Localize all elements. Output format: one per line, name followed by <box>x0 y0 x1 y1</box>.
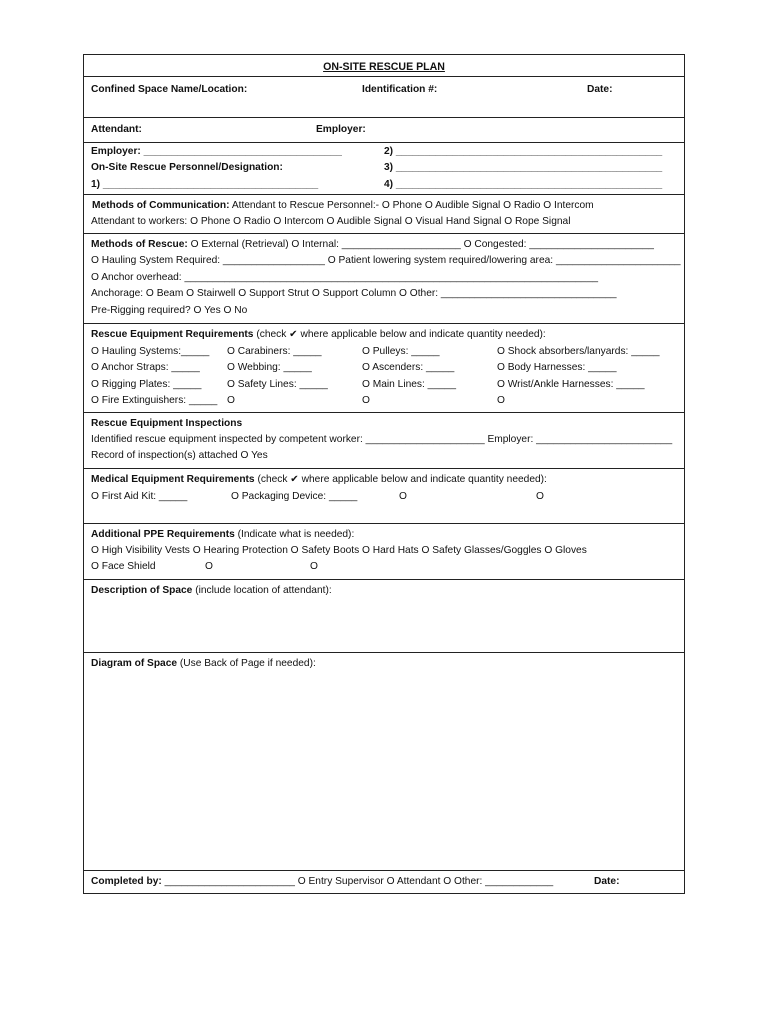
description-heading <box>91 585 332 597</box>
completed-options[interactable]: _______________________ O Entry Supervisor O Attendant O Other: ____________ <box>164 876 554 887</box>
equipment-item[interactable]: O Wrist/Ankle Harnesses: _____ <box>497 379 645 390</box>
confined-space-field[interactable]: Confined Space Name/Location: <box>91 84 248 95</box>
communication-options-workers[interactable]: Attendant to workers: O Phone O Radio O Intercom O Audible Signal O Visual Hand Signal O Rope Signal <box>91 216 571 227</box>
rescue-plan-form <box>83 54 685 894</box>
completed-line <box>91 876 553 888</box>
description-label: Description of Space <box>91 585 193 596</box>
equipment-item[interactable]: O Main Lines: _____ <box>362 379 457 390</box>
ppe-option[interactable]: O <box>205 561 213 572</box>
equipment-section <box>84 324 684 413</box>
ppe-label: Additional PPE Requirements <box>91 529 235 540</box>
medical-item[interactable]: O First Aid Kit: _____ <box>91 491 188 502</box>
diagram-label: Diagram of Space <box>91 658 178 669</box>
anchor-overhead-line[interactable]: O Anchor overhead: _________________________________________________________________________ <box>91 272 599 283</box>
attendant-section <box>84 118 684 143</box>
attendant-field[interactable]: Attendant: <box>91 124 142 135</box>
ppe-option[interactable]: O <box>310 561 318 572</box>
date-field[interactable]: Date: <box>587 84 613 95</box>
diagram-section[interactable] <box>84 653 684 871</box>
medical-label: Medical Equipment Requirements <box>91 474 255 485</box>
ppe-option[interactable]: O Face Shield <box>91 561 156 572</box>
communication-label: Methods of Communication: <box>92 200 230 211</box>
hauling-system-line[interactable]: O Hauling System Required: __________________ O Patient lowering system required/lowering area: ______________________ <box>91 255 681 266</box>
medical-item[interactable]: O <box>399 491 407 502</box>
rescue-options[interactable]: O External (Retrieval) O Internal: _____________________ O Congested: ______________________ <box>190 239 654 250</box>
inspected-by-line[interactable]: Identified rescue equipment inspected by competent worker: _____________________ Employer: ________________________ <box>91 434 673 445</box>
equipment-item[interactable]: O <box>497 395 505 406</box>
title-section <box>84 55 684 77</box>
description-section[interactable] <box>84 580 684 653</box>
equipment-item[interactable]: O Fire Extinguishers: _____ <box>91 395 218 406</box>
personnel-3[interactable]: 3) _______________________________________________ <box>384 162 663 173</box>
personnel-1[interactable]: 1) ______________________________________ <box>91 179 319 190</box>
diagram-note: (Use Back of Page if needed): <box>179 658 316 669</box>
ppe-heading <box>91 529 354 541</box>
medical-item[interactable]: O <box>536 491 544 502</box>
ppe-note: (Indicate what is needed): <box>237 529 355 540</box>
completed-section <box>84 871 684 893</box>
equipment-item[interactable]: O <box>362 395 370 406</box>
anchorage-line[interactable]: Anchorage: O Beam O Stairwell O Support Strut O Support Column O Other: _______________________________ <box>91 288 617 299</box>
equipment-heading <box>91 329 546 341</box>
completed-date-field[interactable]: Date: <box>594 876 620 887</box>
communication-line-1 <box>92 200 594 212</box>
equipment-item[interactable]: O Webbing: _____ <box>227 362 312 373</box>
equipment-item[interactable]: O Carabiners: _____ <box>227 346 322 357</box>
equipment-note: (check ✔ where applicable below and indicate quantity needed): <box>256 329 546 340</box>
identification-field[interactable]: Identification #: <box>362 84 438 95</box>
equipment-item[interactable]: O Rigging Plates: _____ <box>91 379 202 390</box>
form-title: ON-SITE RESCUE PLAN <box>323 61 445 73</box>
personnel-4[interactable]: 4) _______________________________________________ <box>384 179 663 190</box>
employer-field[interactable]: Employer: <box>316 124 366 135</box>
equipment-item[interactable]: O Shock absorbers/lanyards: _____ <box>497 346 660 357</box>
communication-section <box>84 195 684 234</box>
inspections-section <box>84 413 684 469</box>
description-note: (include location of attendant): <box>195 585 332 596</box>
location-section <box>84 77 684 118</box>
pre-rigging-line[interactable]: Pre-Rigging required? O Yes O No <box>91 305 248 316</box>
diagram-heading <box>91 658 316 670</box>
equipment-item[interactable]: O Anchor Straps: _____ <box>91 362 200 373</box>
completed-label: Completed by: <box>91 876 162 887</box>
ppe-section <box>84 524 684 580</box>
rescue-line-1 <box>91 239 654 251</box>
ppe-options-line[interactable]: O High Visibility Vests O Hearing Protection O Safety Boots O Hard Hats O Safety Glasses/Goggles O Gloves <box>91 545 587 556</box>
medical-section <box>84 469 684 524</box>
equipment-item[interactable]: O Body Harnesses: _____ <box>497 362 617 373</box>
inspection-record-line[interactable]: Record of inspection(s) attached O Yes <box>91 450 268 461</box>
equipment-item[interactable]: O Pulleys: _____ <box>362 346 440 357</box>
medical-heading <box>91 474 547 486</box>
equipment-item[interactable]: O <box>227 395 235 406</box>
personnel-2[interactable]: 2) _______________________________________________ <box>384 146 663 157</box>
communication-options-rescue[interactable]: Attendant to Rescue Personnel:- O Phone O Audible Signal O Radio O Intercom <box>231 200 594 211</box>
inspections-label: Rescue Equipment Inspections <box>91 418 243 429</box>
personnel-section <box>84 143 684 195</box>
employer-line[interactable]: Employer: ___________________________________ <box>91 146 342 157</box>
equipment-item[interactable]: O Safety Lines: _____ <box>227 379 328 390</box>
medical-note: (check ✔ where applicable below and indicate quantity needed): <box>257 474 547 485</box>
rescue-methods-label: Methods of Rescue: <box>91 239 188 250</box>
rescue-methods-section <box>84 234 684 324</box>
equipment-label: Rescue Equipment Requirements <box>91 329 254 340</box>
equipment-item[interactable]: O Hauling Systems:_____ <box>91 346 210 357</box>
equipment-item[interactable]: O Ascenders: _____ <box>362 362 455 373</box>
designation-label: On-Site Rescue Personnel/Designation: <box>91 162 283 173</box>
medical-item[interactable]: O Packaging Device: _____ <box>231 491 358 502</box>
